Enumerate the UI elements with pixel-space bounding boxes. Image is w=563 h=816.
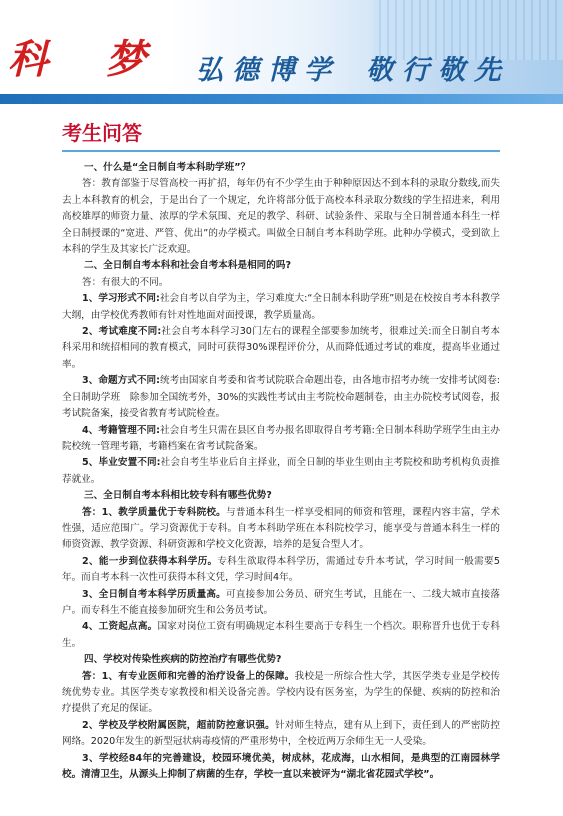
item-text: 可直接参加公务员、研究生考试，且能在一、二线大城市直接落户。而专科生不能直接参加研究生和公务员考试。 <box>62 588 500 616</box>
answer-2-item <box>62 455 500 488</box>
question-3: 三、全日制自考本科相比较专科有哪些优势? <box>84 490 272 502</box>
answer-3-item <box>62 554 500 587</box>
item-lead: 2、学校及学校附属医院，超前防控意识强。 <box>82 719 275 731</box>
item-lead: 2、考试难度不同: <box>82 326 162 338</box>
header-banner <box>0 0 563 104</box>
answer-4-item <box>62 718 500 751</box>
item-lead: 4、工资起点高。 <box>82 621 158 633</box>
title-divider <box>62 150 500 152</box>
item-text: 社会自考本科学习30门左右的课程全部要参加统考，很难过关:而全日制自考本科采用和统招相同的教育模式，同时可获得30%课程评价分，从而降低通过考试的难度，提高毕业通过率。 <box>62 326 500 370</box>
item-lead: 3、学校经84年的完善建设，校园环境优美，树成林，花成海，山水相间，是典型的江南园林学校。清清卫生，从源头上抑制了病菌的生存，学校一直以来被评为“湖北省花园式学校”。 <box>62 752 500 781</box>
answer-2-item <box>62 373 500 422</box>
question-2: 二、全日制自考本科和社会自考本科是相同的吗? <box>84 260 292 272</box>
answer-4-item <box>62 751 500 784</box>
answer-3-item <box>62 505 500 554</box>
item-text: 针对师生特点，建有从上到下，责任到人的严密防控网络。2020年发生的新型冠状病毒疫情的严重形势中，全校近两万余师生无一人受染。 <box>62 719 500 748</box>
item-text: 社会自考生只需在县区自考办报名即取得自考考籍:全日制本科助学班学生由主办院校统一管理考籍，考籍档案在省考试院备案。 <box>62 424 501 452</box>
item-lead: 3、全日制自考本科学历质量高。 <box>82 588 226 600</box>
item-text: 专科生欲取得本科学历，需通过专升本考试，学习时间一般需要5年。而自考本科一次性可获得本科文凭，学习时间4年。 <box>62 555 500 584</box>
banner-band <box>0 94 563 104</box>
item-lead: 5、毕业安置不同: <box>82 457 161 469</box>
keme-calligraphy: 科 梦 <box>8 36 168 83</box>
item-text: 社会自考生毕业后自主择业，而全日制的毕业生则由主考院校和助考机构负责推荐就业。 <box>62 457 500 485</box>
item-text: 与普通本科生一样享受相同的师资和管理，课程内容丰富，学术性强，适应范围广。学习资源优于专科。自考本科助学班在本科院校学习，能享受与普通本科生一样的师资资源、教学资源、科研资源和学校文化资源，培养的是复合型人才。 <box>62 506 500 551</box>
item-lead: 1、学习形式不同: <box>82 293 160 305</box>
answer-3-item <box>62 587 500 620</box>
item-lead: 2、能一步到位获得本科学历。 <box>82 555 218 567</box>
item-lead: 4、考籍管理不同: <box>82 424 160 436</box>
question-1: 一、什么是“全日制自考本科助学班”？ <box>84 162 251 173</box>
answer-2-item <box>62 423 500 456</box>
item-lead: 答：1、教学质量优于专科院校。 <box>82 506 226 518</box>
item-text: 国家对岗位工资有明确规定本科生要高于专科生一个档次。职称晋升也优于专科生。 <box>62 621 500 649</box>
answer-4-item <box>62 669 500 718</box>
question-4: 四、学校对传染性疾病的防控治疗有哪些优势? <box>84 654 282 666</box>
motto-part-b: 敬行敬先 <box>366 55 510 86</box>
answer-2-item <box>62 291 500 324</box>
answer-1: 答：教育部鉴于尽管高校一再扩招，每年仍有不少学生由于种种原因达不到本科的录取分数线,而失去上本科教育的机会，于是出台了一个规定，允许将部分低于高校本科录取分数线的学生招进来，利用高校雄厚的师资力量、浓厚的学术氛围、充足的教学、科研、试验条件、采取与全日制普通本科生一样全日制授课的“宽进、严管、优出”的办学模式。叫做全日制自考本科助学班。此种办学模式，受到欲上本科的学生及其家长广泛欢迎。 <box>62 178 500 256</box>
article <box>62 118 500 783</box>
item-lead: 答：1、有专业医师和完善的治疗设备上的保障。 <box>82 670 295 682</box>
page-title: 考生问答 <box>62 121 142 145</box>
motto-part-a: 弘德博学 <box>196 55 340 86</box>
item-text: 社会自考以自学为主，学习难度大:“全日制本科助学班”则是在校按自考本科教学大纲，由学校优秀教师有针对性地面对面授课，教学质量高。 <box>62 293 501 321</box>
answer-2-intro: 答：有很大的不同。 <box>82 276 169 288</box>
answer-3-item <box>62 619 500 652</box>
item-lead: 3、命题方式不同: <box>82 375 160 387</box>
school-motto <box>196 48 510 87</box>
item-text: 统考由国家自考委和省考试院联合命题出卷，由各地市招考办统一安排考试阅卷:全日制助学班 除参加全国统考外，30%的实践性考试由主考院校命题制卷，由主办院校考试阅卷，报考试院备案，接受省教育考试院检查。 <box>62 375 501 420</box>
item-text: 我校是一所综合性大学，其医学类专业是学校传统优势专业。其医学类专家教授和相关设备完善。学校内设有医务室，为学生的保健、疾病的防控和治疗提供了充足的保证。 <box>62 670 500 715</box>
answer-2-item <box>62 324 500 373</box>
